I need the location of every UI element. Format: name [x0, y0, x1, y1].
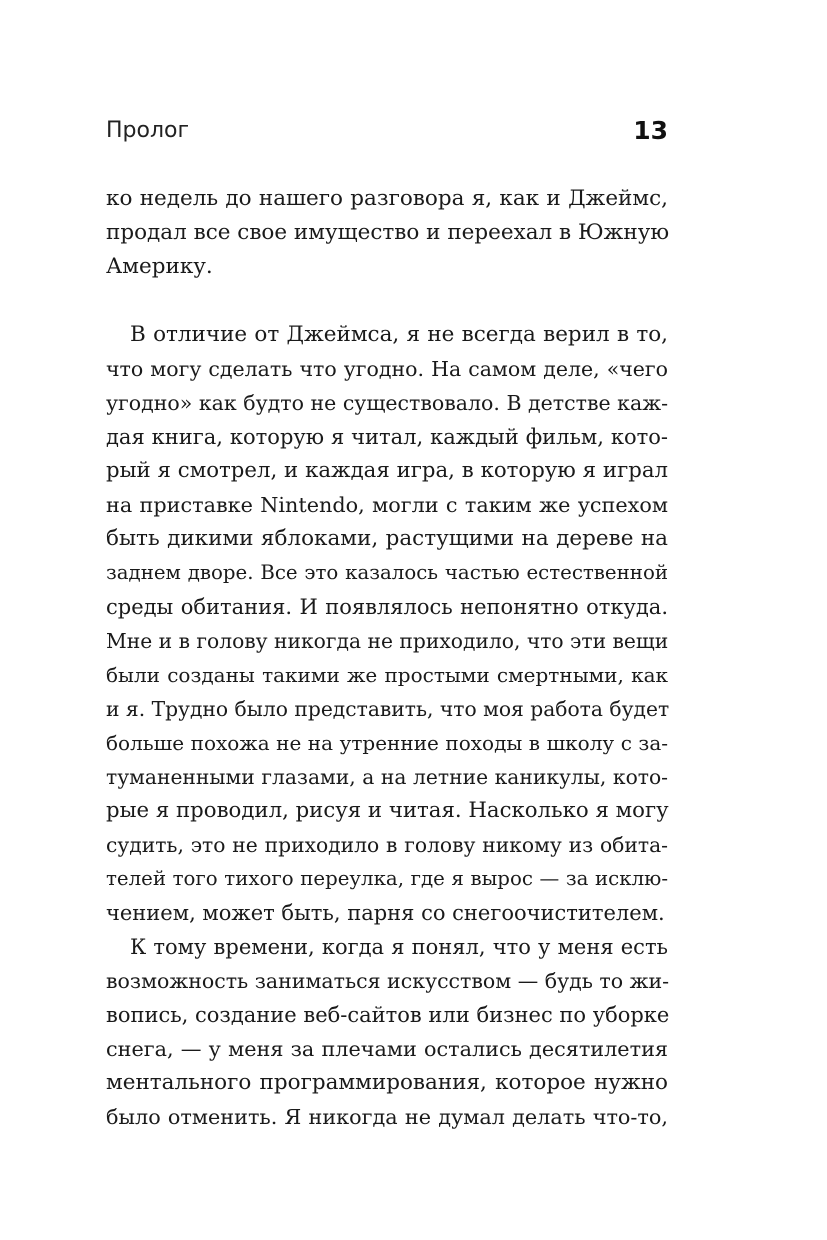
text-line: продал все свое имущество и переехал в Южную	[106, 220, 670, 245]
text-line: Америку.	[106, 254, 213, 279]
text-line: снега, — у меня за плечами остались десятилетия	[106, 1037, 668, 1061]
text-line: возможность заниматься искусством — будь то жи-	[106, 969, 670, 993]
text-line: судить, это не приходило в голову никому из обита-	[106, 833, 668, 857]
text-line: чением, может быть, парня со снегоочистителем.	[106, 901, 665, 925]
text-line: рый я смотрел, и каждая игра, в которую я играл	[106, 458, 668, 483]
text-line: ментального программирования, которое нужно	[106, 1070, 668, 1095]
text-line: К тому времени, когда я понял, что у меня есть	[130, 935, 668, 959]
text-line: ко недель до нашего разговора я, как и Джеймс,	[106, 186, 668, 211]
text-line: Мне и в голову никогда не приходило, что эти вещи	[106, 629, 669, 653]
text-line: В отличие от Джеймса, я не всегда верил в то,	[130, 322, 668, 347]
text-line: на приставке Nintendo, могли с таким же успехом	[106, 493, 668, 517]
text-line: были созданы такими же простыми смертными, как	[106, 663, 668, 687]
text-line: дая книга, которую я читал, каждый фильм, кото-	[106, 425, 668, 449]
text-line: и я. Трудно было представить, что моя работа будет	[106, 697, 670, 721]
text-line: рые я проводил, рисуя и читая. Насколько я могу	[106, 798, 669, 823]
text-line: угодно» как будто не существовало. В детстве каж-	[106, 391, 668, 415]
text-line: больше похожа не на утренние походы в школу с за-	[106, 731, 668, 755]
text-line: туманенными глазами, а на летние каникулы, кото-	[106, 765, 668, 789]
text-line: было отменить. Я никогда не думал делать что-то,	[106, 1105, 668, 1129]
text-line: быть дикими яблоками, растущими на дереве на	[106, 526, 668, 551]
text-line: среды обитания. И появлялось непонятно откуда.	[106, 595, 668, 619]
text-line: телей того тихого переулка, где я вырос — за исклю-	[106, 867, 668, 890]
running-head	[106, 118, 668, 148]
text-line: что могу сделать что угодно. На самом деле, «чего	[106, 357, 668, 381]
page-number: 13	[633, 116, 668, 145]
text-line: вопись, создание веб-сайтов или бизнес по уборке	[106, 1003, 670, 1027]
section-title: Пролог	[106, 118, 190, 143]
text-line: заднем дворе. Все это казалось частью естественной	[106, 561, 668, 584]
